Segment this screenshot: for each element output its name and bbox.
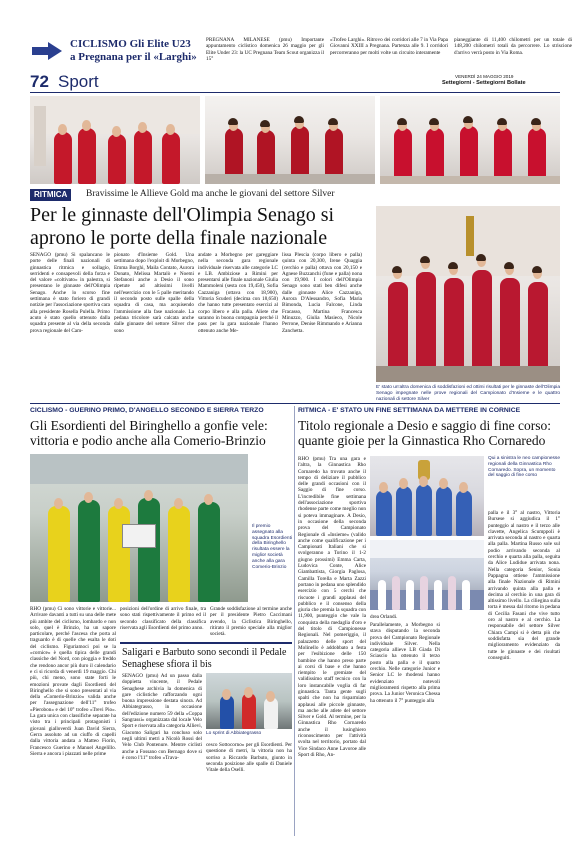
column-divider — [294, 406, 295, 836]
saligari-headline: Saligari e Barbuto sono secondi il Pedale Senaghese sfiora il bis — [122, 647, 287, 670]
cycling-col3: Grande soddisfazione al termine anche per il presidente Pietro Caccimani avendo, la Ciclistica Biringhello, ritirato il premio speciale alla miglior società. — [210, 606, 292, 638]
kicker-line1: CICLISMO Gli Elite U23 — [70, 38, 191, 50]
cycling-headline: Gli Esordienti del Biringhello a gonfie vele: vittoria e podio anche alla Comerio-Brinzio — [30, 418, 268, 448]
desio-headline: Titolo regionale a Desio e saggio di fine corso: quante gioie per la Ginnastica Rho Cornaredo — [298, 418, 551, 448]
photo-rho-champions — [370, 456, 484, 536]
ritmica-col1: SENAGO (pmu) Si spalancano le porte delle finali nazionali di ginnastica ritmica e sollagio, serridenti e consapevoli della forza e del valore «coltivato» in palestra, si presentano le ginnaste dell'Olimpia Senago. Anche lo scorso fine settimana è stato foriero di grandi notizie per l'associazione sportiva cara alla presidente Rosella Pulella. Primo acuto è stato quello ottenuto dalla squadra presente al via della seconda prova regionale del Cam- — [30, 252, 110, 334]
arrow-icon — [32, 42, 62, 60]
cycling-photo-caption: Il premio assegnato alla squadra Esordienti della Biringhello risultata essere la miglior società anche alla gara Comerio-Brinzio — [252, 524, 292, 570]
photo-gymnasts-1 — [30, 96, 200, 184]
desio-tag: RITMICA - E' STATO UN FINE SETTIMANA DA METTERE IN CORNICE — [298, 407, 521, 414]
saligari-col1: SENAGO (pmu) Ad un passo dalla doppietta vincente, il Pedale Senaghese archivia la domenica di gare ciclistiche rafforzando ogni buona impressione destata sinora. Ad Abbiategrasso, in occasione dell'edizione numero 59 della «Coppa Sangrassi» organizzata dal locale Velo Sport e riservata alla categoria Allievi, Giacomo Saligari ha concluso solo negli ultimi metri a Nicolò Rossi del Velo Club Pontenure. Mentre ciclisti anche a Fossano con Bernago dove si è corso l'11° trofeo «Trava- — [122, 673, 202, 761]
sprint-photo-caption: Lo sprint di Abbiategrasso — [206, 731, 262, 736]
brief-col3: pianeggiante di 11,400 chilometri per un totale di 148,200 chilometri totali da percorrere. Lo striscione d'arrivo verrà posto in Via Roma. — [454, 37, 572, 56]
desio-col1: RHO (pmu) Tra una gara e l'altra, la Ginnastica Rho Cornaredo ha trovato anche il tempo di deliziare il pubblico delle grandi occasioni con il Saggio di fine corso. L'incredibile fine settimana dell'associazione sportiva rhodense parte come meglio non si poteva immaginare. A Desio, in occasione della seconda prova del Campionato Regionale di «Insieme» (valido anche come qualificazione per i Campionati Italiani che si svolgeranno a Torino il 1-2 giugno prossimi) Emma Carta, Ludovica Conte, Alice Giambattista, Giorgia Paglosa, Camilla Torella e Marta Zazzi portano in pedana uno splendido esercizio con 5 cerchi che riscuote i grandi applausi del pubblico e il consenso della giuria che premia la squadra con 11,900, punteggio che vale la conquista della medaglia d'oro e del titolo di Campionesse Regionali. Nel pomeriggio, il palazzetto delle sport del Molinello è addobbato a festa per l'esibizione delle 150 bambine che hanno preso parte ai corsi di base e che hanno riempito le gremiate del validissimo staff tecnico con la loro instancabile voglia di far ginnastica. Tanta gente sugli spalti che non ha risparmiato applausi alle piccole ginnaste, ma anche alle atlete del settore Silver e Gold. Al termine, per la Ginnastica Rho Cornaredo anche il lusinghiero riconoscimento per l'attività svolta nel territorio, portato dal Vice Sindaco Anne Lavoroe alle Sport di Rho, An- — [298, 456, 366, 758]
top-strip — [30, 36, 572, 70]
page-number: 72 — [30, 72, 49, 91]
issue-date: VENERDÌ 24 MAGGIO 2019 — [455, 74, 514, 79]
desio-photo-caption: Qui a sinistra le neo campionesse regionali della Ginnastica Rho Cornaredo. Sopra, un momento del saggio di fine corso — [488, 456, 560, 479]
saligari-col2: cesco Sottocorno» per gli Esordienti. Per questione di metri, la vittoria non ha sorriso a Riccardo Barbuto, giunto in seconda posizione alle spalle di Daniele Vitale della Oselli. — [206, 742, 292, 774]
cycling-tag: CICLISMO - GUERINO PRIMO, D'ANGELLO SECONDO E SIERRA TERZO — [30, 407, 264, 414]
desio-col2: Parallelamente, a Morbegno si stava disputando la seconda prova del Campionato Regionale individuale Silver. Nella categoria allieve LB Giada Di Sciascio ha ottenuto il terzo posto alla palla e il quarto cerchio. Nelle categorie Junior e Senior LC le rhodensi hanno evidenziato notevoli miglioramenti rispetto alla prima prova. La Junior Veronica Chessa ha ottenuto il 7° punteggio alla — [370, 622, 440, 704]
ritmica-col3: andate a Morbegno per gareggiare nella seconda gara regionale individuale riservata alle categorie LC e LB. Ambiziose a Rimini per presentarsi alle finale nazionale Giulia Mammoleni (sesta con 19,450), Sofia Cazzaniga (ottava con 18,900), Vittoria Scuderi (decima con 18,650) che hanno tutte presentato esercizi al corpo libero e alla palla. Aliete che saranno in buona compagnia perché il pass per la gara nazionale l'hanno ottenuto anche Me- — [198, 252, 278, 334]
kicker-headline — [70, 38, 210, 64]
brief-col2: «Trofeo Larghi». Ritrovo dei corridori alle 7 in Via Papa Giovanni XXIII a Pregnana. Partenza alle 9. I corridori percorreranno per molti volte un circuito interamente — [330, 37, 448, 56]
cycling-col2: posizioni dell'ordine di arrivo finale, tra sono stati rispettivamente il primo ed il secondo classificato della classifica riservata agli Esordienti del primo anno. — [120, 606, 206, 631]
photo-gymnasts-2 — [205, 96, 375, 184]
ritmica-headline: Per le ginnaste dell'Olimpia Senago si aprono le porte della finale nazionale — [30, 204, 335, 249]
ritmica-tag: RITMICA — [30, 189, 71, 201]
ritmica-photo-caption: E' stato un'altra domenica di soddisfazioni ed ottimi risultati per le ginnaste dell'Olimpia Senago impegnate nelle prove regionali del Campionato d'Insieme e le quattro nazionali di settore Silver — [376, 385, 560, 402]
ritmica-subhead: Bravissime le Allieve Gold ma anche le giovani del settore Silver — [86, 189, 335, 199]
desio-col3: palla e il 3° al nastro, Vittoria Bursese si aggiudica il 1° punteggio al nastro e il terzo alle clavette, Angelica Scumppoli è arrivata seconda al nastro e quarta alla palla. Martina Russo sole sul podio arrivando seconda al cerchio e quarta alla palla, seguita da Alice Ludidue arrivata nona. Nella categoria Senior, Sonia Pappagna ottiene l'ammissione alla finale Nazionale di Rimini arrivando quinta alla palla e decima al cerchio in una gara di altissimo livello. La ciliegina sulla torta è messa dal ritorno in pedana di Cecilia Fasani che vive tutto oro al nastro e al cerchio. La responsabile del settore Silver Chiara Campi si è detta più che soddisfatta sia del grande miglioramento evidenziato da tutte le ginnaste e dei risultati conseguiti. — [488, 510, 560, 661]
brief-col1: PREGNANA MILANESE (pmu) Importante appuntamento ciclistico domenica 26 maggio per gli Elite Under 23: la UC Pregnana Team Scout organizza il 15° — [206, 37, 324, 62]
photo-sprint — [206, 673, 292, 729]
ritmica-col2: pionato d'Insieme Gold. Una settimana dopo l'exploit di Morbegno, Emma Borghi, Maila Contato, Aurora Donato, Melissa Martalò e Noemi Stefanoni anche a Desio il sono ripetute ad altissimi livelli nell'esercizio con le 5 palle meritando il secondo posto sulle spalle della squadra di casa, ma acquisendo l'ammissione alla fase nazionale. La pedana tricolore sarà calcata anche dalle ginnaste del settore Silver che sono — [114, 252, 194, 334]
cycling-col1: RHO (pmu) Ci sono vittorie e vittorie... Arrivare davanti a tutti su una delle mete più ambite del ciclismo, lombardo e non solo, quel è Brinzio, ha un sapore particolare, perché l'ascesa che porta al traguardo è di quelle che esalta le doti del ciclismo. Figuriamoci poi se la «cornice» è quella tipica delle grandi classiche del Nord, con pioggia e freddo che rendono ancor più duro il calendario e ci si ricorda di venerdì 19 maggio. Chi più, chi meno, sono state forti le emozioni provate dagli Esordienti del Biringhello che si sono presentati al via della «Comerio-Brinzio» valida anche per l'assegnazione dell'11° trofeo «Pierobon» e del 10° trofeo «Trevi Pio». La gara unica con classifiche separate ha visto tra i principali protagonisti i giovani gialloverdi Juan David Sierra, Gerra assoluto ad un ciuffo di capelli dalla vittoria andata a Matteo Fiorin, Francesco Guerino e Manuel Angelillo. Sierra e ancora i piazzati nelle prime — [30, 606, 116, 757]
header-rule — [30, 92, 560, 93]
section-divider — [30, 403, 560, 404]
kicker-line2: a Pregnana per il «Larghi» — [70, 51, 197, 63]
photo-saggio — [370, 540, 484, 610]
photo-biringhello-team — [30, 454, 248, 602]
section-title: Sport — [58, 72, 99, 91]
desio-col2-top: drea Orlandi. — [370, 614, 398, 620]
ritmica-col4: lissa Plescia (corpo libero e palla) quinta con 20,300, Irene Quaggia (cerchio e palla) ottava con 20,150 e Agnese Buzzanchi (fune e palla) nona con 19,900. I colori dell'Olimpia Senago sono stati ben difesi anche dalle ginnaste Alice Cazzaniga, Aurora D'Alessandro, Sofia Maria Bimonda, Lucia Falcone, Linda Fracasso, Martina Francesca Minuzzo, Giulia Masieco, Nicole Perrone, Denise Rimmando e Arianna Zanchetta. — [282, 252, 362, 334]
photo-gymnasts-3 — [380, 96, 560, 184]
edition-label: Settegiorni - Settegiorni Bollate — [442, 80, 526, 86]
photo-olimpia-team — [376, 206, 560, 382]
